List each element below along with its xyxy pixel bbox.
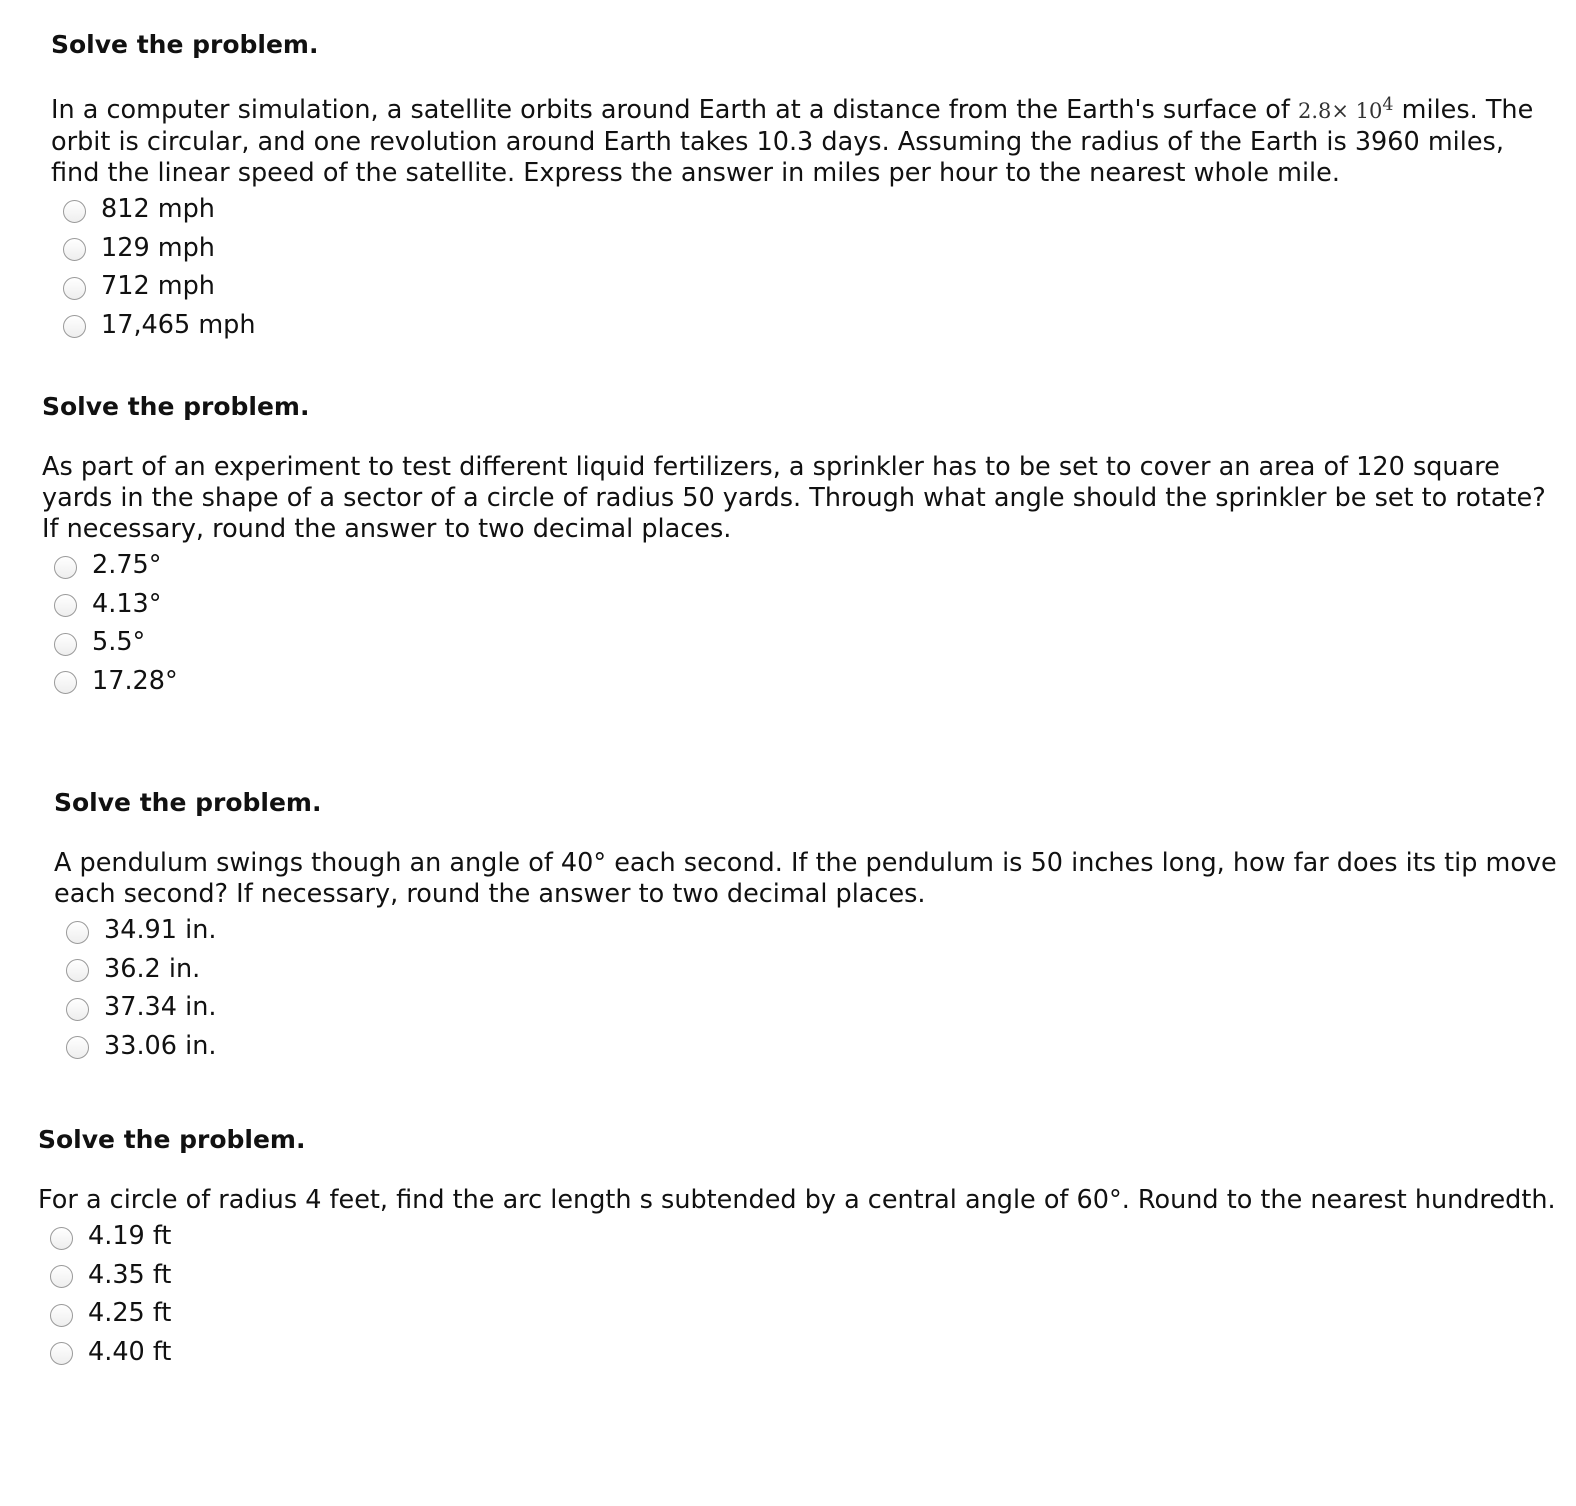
answer-label: 17.28° (92, 665, 178, 696)
answer-option[interactable] (42, 585, 1560, 624)
prompt-text-end: miles. The orbit is circular, and one revolution around Earth takes 10.3 days. Assuming the radius of the Earth is 3960 miles, find the linear speed of the satellite. Express the answer in miles per hour to the nearest whole mile. (51, 95, 1534, 188)
question-prompt: For a circle of radius 4 feet, find the arc length s subtended by a central angle of 60°. Round to the nearest hundredth. (38, 1185, 1556, 1215)
answer-option[interactable] (42, 546, 1560, 585)
answer-label: 812 mph (101, 194, 215, 225)
math-times: × (1331, 99, 1349, 123)
answer-label: 4.35 ft (88, 1259, 172, 1290)
question-heading: Solve the problem. (51, 30, 319, 59)
answer-option[interactable] (54, 988, 1560, 1027)
answer-option[interactable] (42, 662, 1560, 701)
radio-button[interactable] (63, 238, 86, 261)
question-prompt: As part of an experiment to test different liquid fertilizers, a sprinkler has to be set to cover an area of 120 square yards in the shape of a sector of a circle of radius 50 yards. Through what angle should the sprinkler be set to rotate? If necessary, round the answer to two decimal places. (42, 452, 1546, 544)
prompt-text-start: In a computer simulation, a satellite orbits around Earth at a distance from the Earth's surface of (51, 95, 1298, 125)
answer-label: 36.2 in. (104, 953, 201, 984)
answer-options (54, 911, 1560, 1065)
question-heading: Solve the problem. (38, 1125, 306, 1154)
answer-label: 5.5° (92, 627, 146, 658)
radio-button[interactable] (50, 1342, 73, 1365)
answer-option[interactable] (54, 911, 1560, 950)
question-3 (54, 788, 1560, 1065)
answer-option[interactable] (38, 1294, 1560, 1333)
radio-button[interactable] (54, 633, 77, 656)
radio-button[interactable] (63, 200, 86, 223)
answer-label: 37.34 in. (104, 992, 217, 1023)
radio-button[interactable] (63, 315, 86, 338)
answer-option[interactable] (54, 950, 1560, 989)
radio-button[interactable] (66, 921, 89, 944)
question-heading: Solve the problem. (54, 788, 322, 817)
answer-options (42, 546, 1560, 700)
radio-button[interactable] (66, 1036, 89, 1059)
math-base: 10 (1355, 99, 1383, 123)
radio-button[interactable] (66, 959, 89, 982)
question-2 (42, 392, 1560, 700)
radio-button[interactable] (66, 998, 89, 1021)
radio-button[interactable] (50, 1304, 73, 1327)
question-heading: Solve the problem. (42, 392, 310, 421)
radio-button[interactable] (54, 556, 77, 579)
answer-option[interactable] (38, 1256, 1560, 1295)
answer-option[interactable] (51, 267, 1560, 306)
answer-option[interactable] (51, 229, 1560, 268)
math-expression (1297, 95, 1394, 123)
question-prompt (51, 90, 1560, 189)
radio-button[interactable] (54, 594, 77, 617)
math-exponent: 4 (1382, 95, 1394, 115)
answer-options (38, 1217, 1560, 1371)
answer-option[interactable] (54, 1027, 1560, 1066)
answer-label: 4.19 ft (88, 1221, 172, 1252)
math-coefficient: 2.8 (1297, 99, 1332, 123)
radio-button[interactable] (50, 1265, 73, 1288)
answer-option[interactable] (38, 1333, 1560, 1372)
answer-label: 712 mph (101, 271, 215, 302)
radio-button[interactable] (63, 277, 86, 300)
answer-label: 4.40 ft (88, 1336, 172, 1367)
question-prompt: A pendulum swings though an angle of 40° each second. If the pendulum is 50 inches long, how far does its tip move each second? If necessary, round the answer to two decimal places. (54, 848, 1557, 909)
answer-label: 129 mph (101, 232, 215, 263)
radio-button[interactable] (50, 1227, 73, 1250)
answer-label: 34.91 in. (104, 915, 217, 946)
radio-button[interactable] (54, 671, 77, 694)
answer-option[interactable] (42, 623, 1560, 662)
answer-options (51, 190, 1560, 344)
answer-label: 33.06 in. (104, 1030, 217, 1061)
answer-option[interactable] (51, 190, 1560, 229)
answer-option[interactable] (51, 306, 1560, 345)
question-1 (51, 30, 1560, 344)
answer-label: 17,465 mph (101, 309, 256, 340)
answer-label: 4.13° (92, 588, 162, 619)
answer-option[interactable] (38, 1217, 1560, 1256)
question-4 (38, 1125, 1560, 1371)
answer-label: 2.75° (92, 550, 162, 581)
answer-label: 4.25 ft (88, 1298, 172, 1329)
